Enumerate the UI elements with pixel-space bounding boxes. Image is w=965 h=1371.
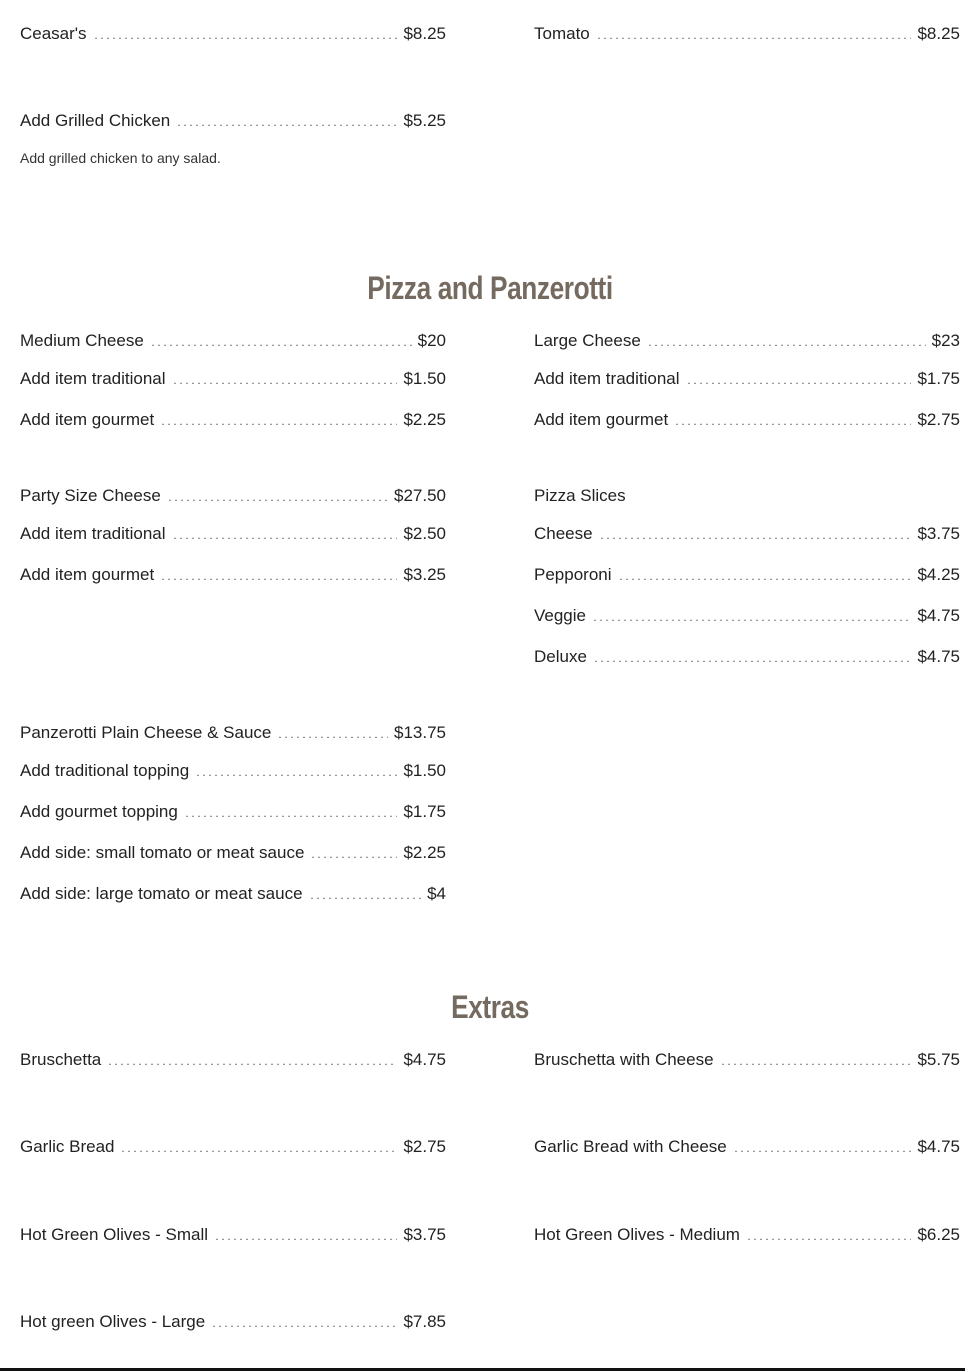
dot-leader: [172, 533, 398, 539]
item-name: Add gourmet topping: [20, 802, 178, 821]
menu-item-slice-veggie: [534, 606, 960, 626]
menu-item-panz-small-side: [20, 843, 446, 863]
item-price: $3.25: [403, 565, 446, 584]
item-price: $1.75: [917, 369, 960, 388]
dot-leader: [107, 1059, 397, 1065]
dot-leader: [309, 893, 422, 899]
item-name: Add item gourmet: [20, 565, 155, 584]
menu-item-panz-gourmet: [20, 802, 446, 822]
item-price: $4.75: [917, 647, 960, 666]
item-description: Add grilled chicken to any salad.: [20, 150, 221, 166]
dot-leader: [160, 419, 397, 425]
item-price: $1.50: [403, 761, 446, 780]
item-name: Panzerotti Plain Cheese & Sauce: [20, 723, 272, 742]
menu-item-large-add-traditional: [534, 369, 960, 389]
item-name: Add side: small tomato or meat sauce: [20, 843, 305, 862]
item-name: Hot Green Olives - Small: [20, 1225, 208, 1244]
item-price: $2.75: [917, 410, 960, 429]
item-price: $2.75: [403, 1137, 446, 1156]
dot-leader: [214, 1234, 397, 1240]
menu-item-party-add-gourmet: [20, 565, 446, 585]
item-price: $4: [427, 884, 446, 903]
item-price: $8.25: [403, 24, 446, 43]
menu-item-add-grilled-chicken: [20, 111, 446, 131]
section-title-extras: Extras: [451, 989, 529, 1025]
dot-leader: [184, 811, 398, 817]
dot-leader: [120, 1146, 397, 1152]
dot-leader: [172, 378, 398, 384]
dot-leader: [647, 340, 926, 346]
item-name: Add item gourmet: [20, 410, 155, 429]
item-price: $4.25: [917, 565, 960, 584]
dot-leader: [596, 33, 912, 39]
item-name: Deluxe: [534, 647, 587, 666]
menu-item-panz-large-side: [20, 884, 446, 904]
item-price: $2.50: [403, 524, 446, 543]
menu-item-panzerotti: [20, 723, 446, 743]
menu-item-medium-cheese: [20, 331, 446, 351]
item-name: Hot green Olives - Large: [20, 1312, 206, 1331]
item-price: $7.85: [403, 1312, 446, 1331]
item-name: Add item traditional: [534, 369, 680, 388]
item-price: $3.75: [917, 524, 960, 543]
dot-leader: [195, 770, 397, 776]
menu-item-party-add-traditional: [20, 524, 446, 544]
item-name: Party Size Cheese: [20, 486, 161, 505]
item-name: Ceasar's: [20, 24, 87, 43]
dot-leader: [720, 1059, 912, 1065]
menu-item-ceasars: [20, 24, 446, 44]
menu-item-slice-deluxe: [534, 647, 960, 667]
dot-leader: [733, 1146, 912, 1152]
dot-leader: [150, 340, 412, 346]
item-name: Veggie: [534, 606, 586, 625]
item-price: $1.75: [403, 802, 446, 821]
item-name: Garlic Bread: [20, 1137, 115, 1156]
dot-leader: [593, 656, 912, 662]
item-price: $27.50: [394, 486, 446, 505]
item-price: $5.75: [917, 1050, 960, 1069]
item-name: Garlic Bread with Cheese: [534, 1137, 727, 1156]
item-name: Add traditional topping: [20, 761, 190, 780]
item-price: $5.25: [403, 111, 446, 130]
item-name: Add item traditional: [20, 524, 166, 543]
menu-item-garlic-bread-cheese: [534, 1137, 960, 1157]
menu-item-bruschetta: [20, 1050, 446, 1070]
dot-leader: [686, 378, 912, 384]
dot-leader: [211, 1321, 397, 1327]
item-price: $2.25: [403, 843, 446, 862]
item-price: $23: [931, 331, 960, 350]
item-name: Hot Green Olives - Medium: [534, 1225, 740, 1244]
dot-leader: [277, 732, 388, 738]
menu-item-garlic-bread: [20, 1137, 446, 1157]
item-name: Add item traditional: [20, 369, 166, 388]
menu-item-medium-add-traditional: [20, 369, 446, 389]
item-price: $2.25: [403, 410, 446, 429]
item-name: Large Cheese: [534, 331, 641, 350]
menu-item-tomato: [534, 24, 960, 44]
menu-item-party-cheese: [20, 486, 446, 506]
item-name: Add Grilled Chicken: [20, 111, 171, 130]
item-price: $6.25: [917, 1225, 960, 1244]
dot-leader: [674, 419, 911, 425]
dot-leader: [618, 574, 912, 580]
menu-item-bruschetta-cheese: [534, 1050, 960, 1070]
item-price: $1.50: [403, 369, 446, 388]
menu-item-medium-add-gourmet: [20, 410, 446, 430]
menu-item-slice-pepporoni: [534, 565, 960, 585]
menu-item-large-add-gourmet: [534, 410, 960, 430]
menu-item-slice-cheese: [534, 524, 960, 544]
item-price: $13.75: [394, 723, 446, 742]
menu-item-olives-medium: [534, 1225, 960, 1245]
item-name: Pepporoni: [534, 565, 612, 584]
item-price: $4.75: [917, 606, 960, 625]
dot-leader: [176, 120, 397, 126]
dot-leader: [93, 33, 398, 39]
item-name: Add side: large tomato or meat sauce: [20, 884, 303, 903]
dot-leader: [310, 852, 397, 858]
item-name: Cheese: [534, 524, 593, 543]
menu-item-large-cheese: [534, 331, 960, 351]
item-price: $3.75: [403, 1225, 446, 1244]
item-name: Medium Cheese: [20, 331, 144, 350]
item-name: Tomato: [534, 24, 590, 43]
item-name: Bruschetta with Cheese: [534, 1050, 714, 1069]
dot-leader: [160, 574, 397, 580]
item-price: $8.25: [917, 24, 960, 43]
menu-item-olives-small: [20, 1225, 446, 1245]
dot-leader: [592, 615, 911, 621]
item-price: $4.75: [917, 1137, 960, 1156]
section-title-pizza: Pizza and Panzerotti: [367, 270, 613, 306]
menu-item-olives-large: [20, 1312, 446, 1332]
item-name: Bruschetta: [20, 1050, 102, 1069]
dot-leader: [167, 495, 388, 501]
item-name: Add item gourmet: [534, 410, 669, 429]
pizza-slices-heading: Pizza Slices: [534, 486, 626, 505]
item-price: $4.75: [403, 1050, 446, 1069]
item-price: $20: [417, 331, 446, 350]
dot-leader: [746, 1234, 912, 1240]
dot-leader: [599, 533, 912, 539]
menu-item-panz-traditional: [20, 761, 446, 781]
